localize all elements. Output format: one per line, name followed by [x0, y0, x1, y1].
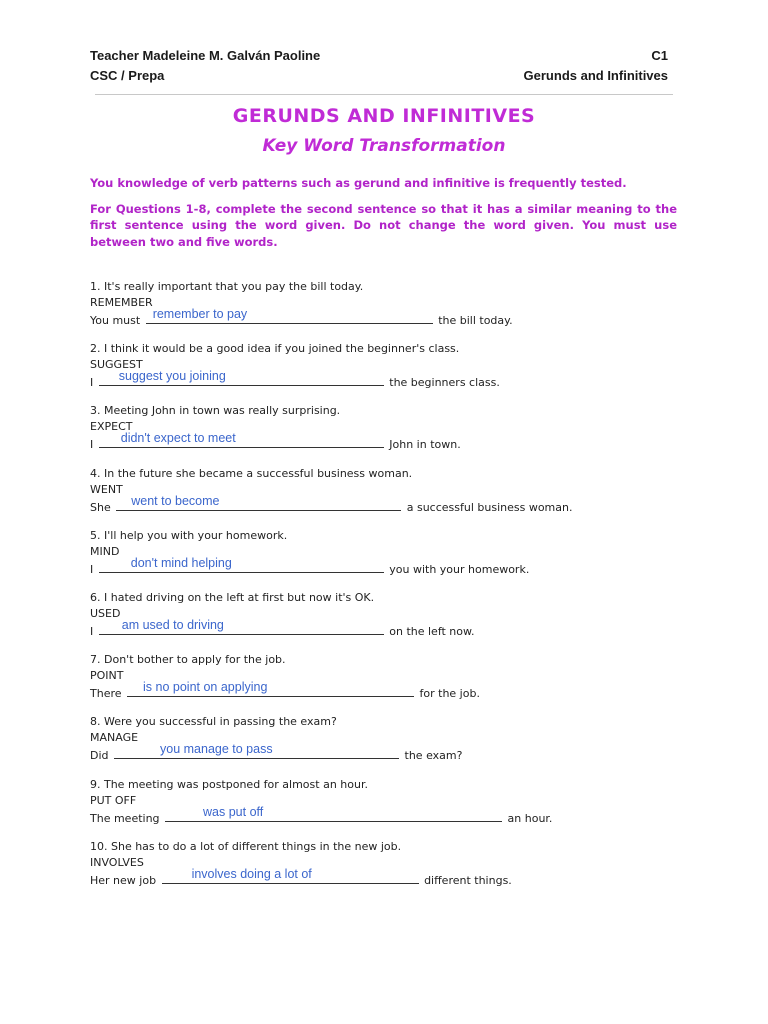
answer-text: didn't expect to meet [120, 431, 236, 446]
answer-blank[interactable] [99, 431, 384, 448]
answer-line [90, 369, 690, 391]
question-sentence: 8. Were you successful in passing the exam? [90, 715, 337, 729]
answer-suffix: the beginners class. [389, 376, 500, 390]
answer-prefix: She [90, 500, 111, 514]
teacher-name: Teacher Madeleine M. Galván Paoline [90, 48, 321, 63]
answer-line [90, 555, 690, 578]
header-divider [95, 94, 673, 95]
answer-prefix: I [90, 624, 94, 638]
answer-prefix: I [90, 438, 94, 452]
question-keyword: MIND [90, 544, 120, 558]
topic-label: Gerunds and Infinitives [523, 68, 668, 83]
answer-text: involves doing a lot of [191, 866, 312, 881]
question-sentence: 4. In the future she became a successful business woman. [90, 466, 413, 480]
answer-prefix: There [90, 687, 122, 701]
answer-line [90, 617, 690, 640]
answer-suffix: John in town. [389, 438, 461, 452]
question-keyword: PUT OFF [90, 793, 137, 807]
intro-paragraph: You knowledge of verb patterns such as gerund and infinitive is frequently tested. [90, 176, 627, 190]
answer-suffix: a successful business woman. [406, 500, 573, 514]
question-keyword: SUGGEST [90, 358, 143, 372]
answer-prefix: The meeting [90, 811, 160, 825]
answer-suffix: the exam? [404, 749, 463, 763]
page-subtitle: Key Word Transformation [262, 136, 506, 156]
level-label: C1 [651, 48, 668, 63]
page-title: GERUNDS AND INFINITIVES [232, 105, 536, 127]
answer-blank[interactable] [116, 493, 401, 511]
question-sentence: 1. It's really important that you pay the bill today. [90, 280, 364, 293]
answer-prefix: I [90, 376, 94, 390]
question-item [90, 590, 690, 640]
answer-text: went to become [131, 493, 220, 508]
question-item [90, 466, 690, 516]
answer-suffix: different things. [424, 873, 512, 887]
question-keyword: REMEMBER [90, 296, 153, 309]
question-keyword: POINT [90, 669, 124, 683]
answer-suffix: you with your homework. [389, 562, 530, 576]
answer-text: is no point on applying [143, 680, 268, 695]
answer-blank[interactable] [99, 369, 384, 386]
answer-prefix: I [90, 562, 94, 576]
question-item [90, 714, 690, 764]
question-item [90, 652, 690, 702]
answer-suffix: an hour. [507, 811, 553, 825]
answer-prefix: You must [90, 314, 141, 327]
answer-prefix: Did [90, 749, 109, 763]
answer-text: suggest you joining [118, 369, 226, 384]
answer-suffix: on the left now. [389, 624, 475, 638]
instructions [90, 175, 677, 259]
question-keyword: INVOLVES [90, 855, 144, 869]
question-sentence: 9. The meeting was postponed for almost an hour. [90, 777, 368, 791]
question-item [90, 839, 690, 889]
answer-line [90, 742, 690, 764]
answer-blank[interactable] [146, 307, 433, 324]
answer-line [90, 680, 690, 702]
answer-text: was put off [203, 804, 264, 819]
document-header [90, 46, 668, 86]
answer-suffix: the bill today. [438, 314, 513, 327]
question-item [90, 528, 690, 578]
answer-text: you manage to pass [160, 742, 273, 757]
question-sentence: 7. Don't bother to apply for the job. [90, 653, 286, 667]
answer-text: don't mind helping [130, 555, 232, 570]
question-list [90, 279, 690, 901]
question-keyword: MANAGE [90, 731, 139, 745]
question-keyword: WENT [90, 482, 123, 496]
question-item [90, 777, 690, 827]
answer-blank[interactable] [99, 617, 384, 635]
answer-blank[interactable] [127, 680, 414, 697]
answer-line [90, 431, 690, 453]
instructions-paragraph: For Questions 1-8, complete the second sentence so that it has a similar meaning to the first sentence using the word given. Do not change the word given. You must use between two and five words. [90, 201, 677, 249]
answer-line [90, 866, 690, 889]
answer-text: remember to pay [152, 307, 248, 321]
answer-blank[interactable] [162, 866, 419, 884]
question-item [90, 403, 690, 453]
answer-line [90, 493, 690, 516]
answer-suffix: for the job. [419, 687, 480, 701]
school-label: CSC / Prepa [90, 68, 165, 83]
question-sentence: 10. She has to do a lot of different things in the new job. [90, 839, 402, 853]
answer-line [90, 307, 690, 329]
question-sentence: 5. I'll help you with your homework. [90, 528, 288, 542]
question-keyword: USED [90, 606, 121, 620]
answer-blank[interactable] [114, 742, 399, 759]
question-keyword: EXPECT [90, 420, 133, 434]
answer-line [90, 804, 690, 827]
question-sentence: 2. I think it would be a good idea if you joined the beginner's class. [90, 342, 460, 356]
question-item [90, 279, 690, 329]
answer-prefix: Her new job [90, 873, 157, 887]
question-sentence: 3. Meeting John in town was really surprising. [90, 404, 341, 418]
answer-text: am used to driving [121, 617, 224, 632]
answer-blank[interactable] [99, 555, 384, 573]
question-sentence: 6. I hated driving on the left at first but now it's OK. [90, 590, 375, 604]
question-item [90, 341, 690, 391]
answer-blank[interactable] [165, 804, 502, 822]
